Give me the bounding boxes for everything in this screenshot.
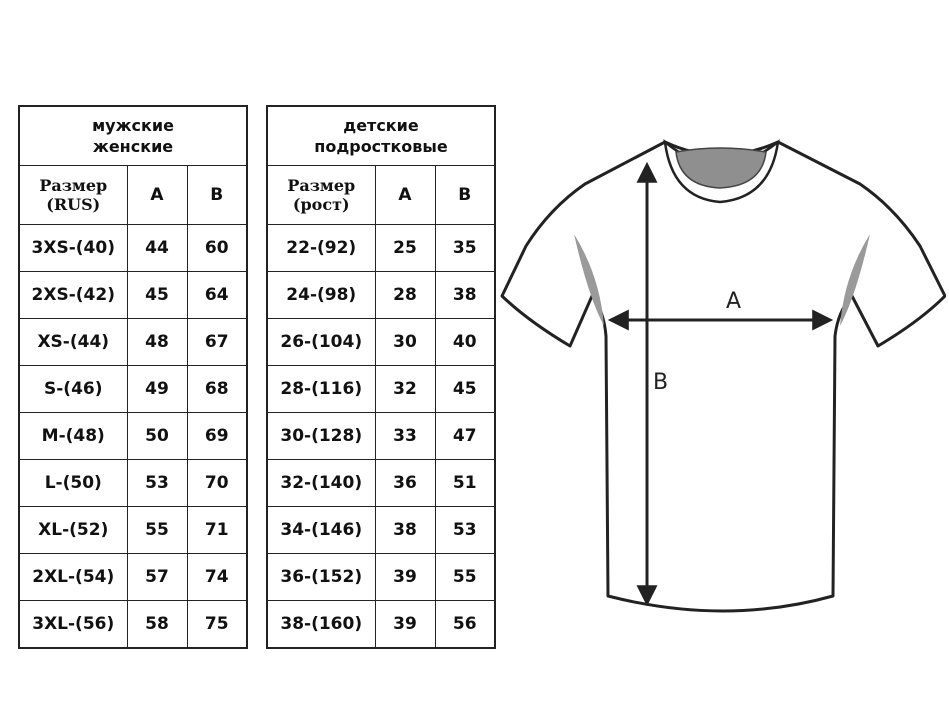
adult-col-b-header: B [187,166,247,225]
kids-size-cell: 36-(152) [267,554,375,601]
adult-a-cell: 45 [127,272,187,319]
adult-size-cell: L-(50) [19,460,127,507]
adult-size-cell: 3XS-(40) [19,225,127,272]
tshirt-diagram [500,136,946,616]
adult-col-a-header: A [127,166,187,225]
adult-b-cell: 68 [187,366,247,413]
adult-table-row [19,601,247,649]
adult-size-cell: 3XL-(56) [19,601,127,649]
adult-a-cell: 53 [127,460,187,507]
adult-table-row [19,507,247,554]
kids-a-cell: 39 [375,554,435,601]
kids-b-cell: 55 [435,554,495,601]
kids-b-cell: 38 [435,272,495,319]
kids-size-cell: 38-(160) [267,601,375,649]
adult-title-line-1: мужские [92,116,174,135]
measure-b-label: B [653,370,669,395]
kids-size-cell: 24-(98) [267,272,375,319]
kids-a-cell: 30 [375,319,435,366]
kids-title-line-2: подростковые [314,137,448,156]
kids-title-line-1: детские [343,116,419,135]
kids-table-row [267,554,495,601]
adult-b-cell: 70 [187,460,247,507]
adult-b-cell: 60 [187,225,247,272]
adult-size-cell: M-(48) [19,413,127,460]
kids-col-b-header: B [435,166,495,225]
adult-b-cell: 71 [187,507,247,554]
adult-title-line-2: женские [92,137,174,156]
adult-size-cell: XL-(52) [19,507,127,554]
kids-table-row [267,366,495,413]
kids-a-cell: 28 [375,272,435,319]
measure-a-label: A [726,289,742,314]
kids-table-row [267,413,495,460]
kids-a-cell: 39 [375,601,435,649]
kids-table-row [267,601,495,649]
kids-b-cell: 40 [435,319,495,366]
kids-b-cell: 45 [435,366,495,413]
adult-table-row [19,366,247,413]
kids-col-a-header: A [375,166,435,225]
adult-size-table [18,105,248,649]
adult-size-cell: XS-(44) [19,319,127,366]
adult-table-row [19,272,247,319]
tshirt-outline [502,142,945,611]
kids-a-cell: 33 [375,413,435,460]
kids-a-cell: 32 [375,366,435,413]
kids-size-cell: 30-(128) [267,413,375,460]
kids-a-cell: 36 [375,460,435,507]
kids-table-row [267,460,495,507]
kids-table-row [267,272,495,319]
adult-b-cell: 74 [187,554,247,601]
adult-b-cell: 67 [187,319,247,366]
adult-size-cell: S-(46) [19,366,127,413]
kids-size-cell: 22-(92) [267,225,375,272]
adult-b-cell: 69 [187,413,247,460]
adult-table-row [19,225,247,272]
kids-size-cell: 28-(116) [267,366,375,413]
adult-table-row [19,319,247,366]
adult-table-row [19,554,247,601]
kids-b-cell: 47 [435,413,495,460]
adult-table-row [19,413,247,460]
adult-a-cell: 58 [127,601,187,649]
kids-table-title [267,106,495,166]
kids-size-cell: 26-(104) [267,319,375,366]
kids-table-row [267,507,495,554]
kids-size-cell: 32-(140) [267,460,375,507]
adult-a-cell: 55 [127,507,187,554]
adult-a-cell: 49 [127,366,187,413]
adult-col-size-header: Размер (RUS) [19,166,127,225]
kids-b-cell: 35 [435,225,495,272]
adult-size-cell: 2XL-(54) [19,554,127,601]
kids-table-row [267,319,495,366]
kids-col-size-header: Размер (рост) [267,166,375,225]
kids-size-table [266,105,496,649]
kids-a-cell: 38 [375,507,435,554]
adult-b-cell: 64 [187,272,247,319]
adult-b-cell: 75 [187,601,247,649]
adult-a-cell: 50 [127,413,187,460]
kids-size-cell: 34-(146) [267,507,375,554]
adult-a-cell: 57 [127,554,187,601]
kids-b-cell: 51 [435,460,495,507]
adult-table-row [19,460,247,507]
adult-table-title [19,106,247,166]
adult-size-cell: 2XS-(42) [19,272,127,319]
kids-table-row [267,225,495,272]
adult-a-cell: 48 [127,319,187,366]
kids-a-cell: 25 [375,225,435,272]
kids-b-cell: 56 [435,601,495,649]
kids-b-cell: 53 [435,507,495,554]
adult-a-cell: 44 [127,225,187,272]
